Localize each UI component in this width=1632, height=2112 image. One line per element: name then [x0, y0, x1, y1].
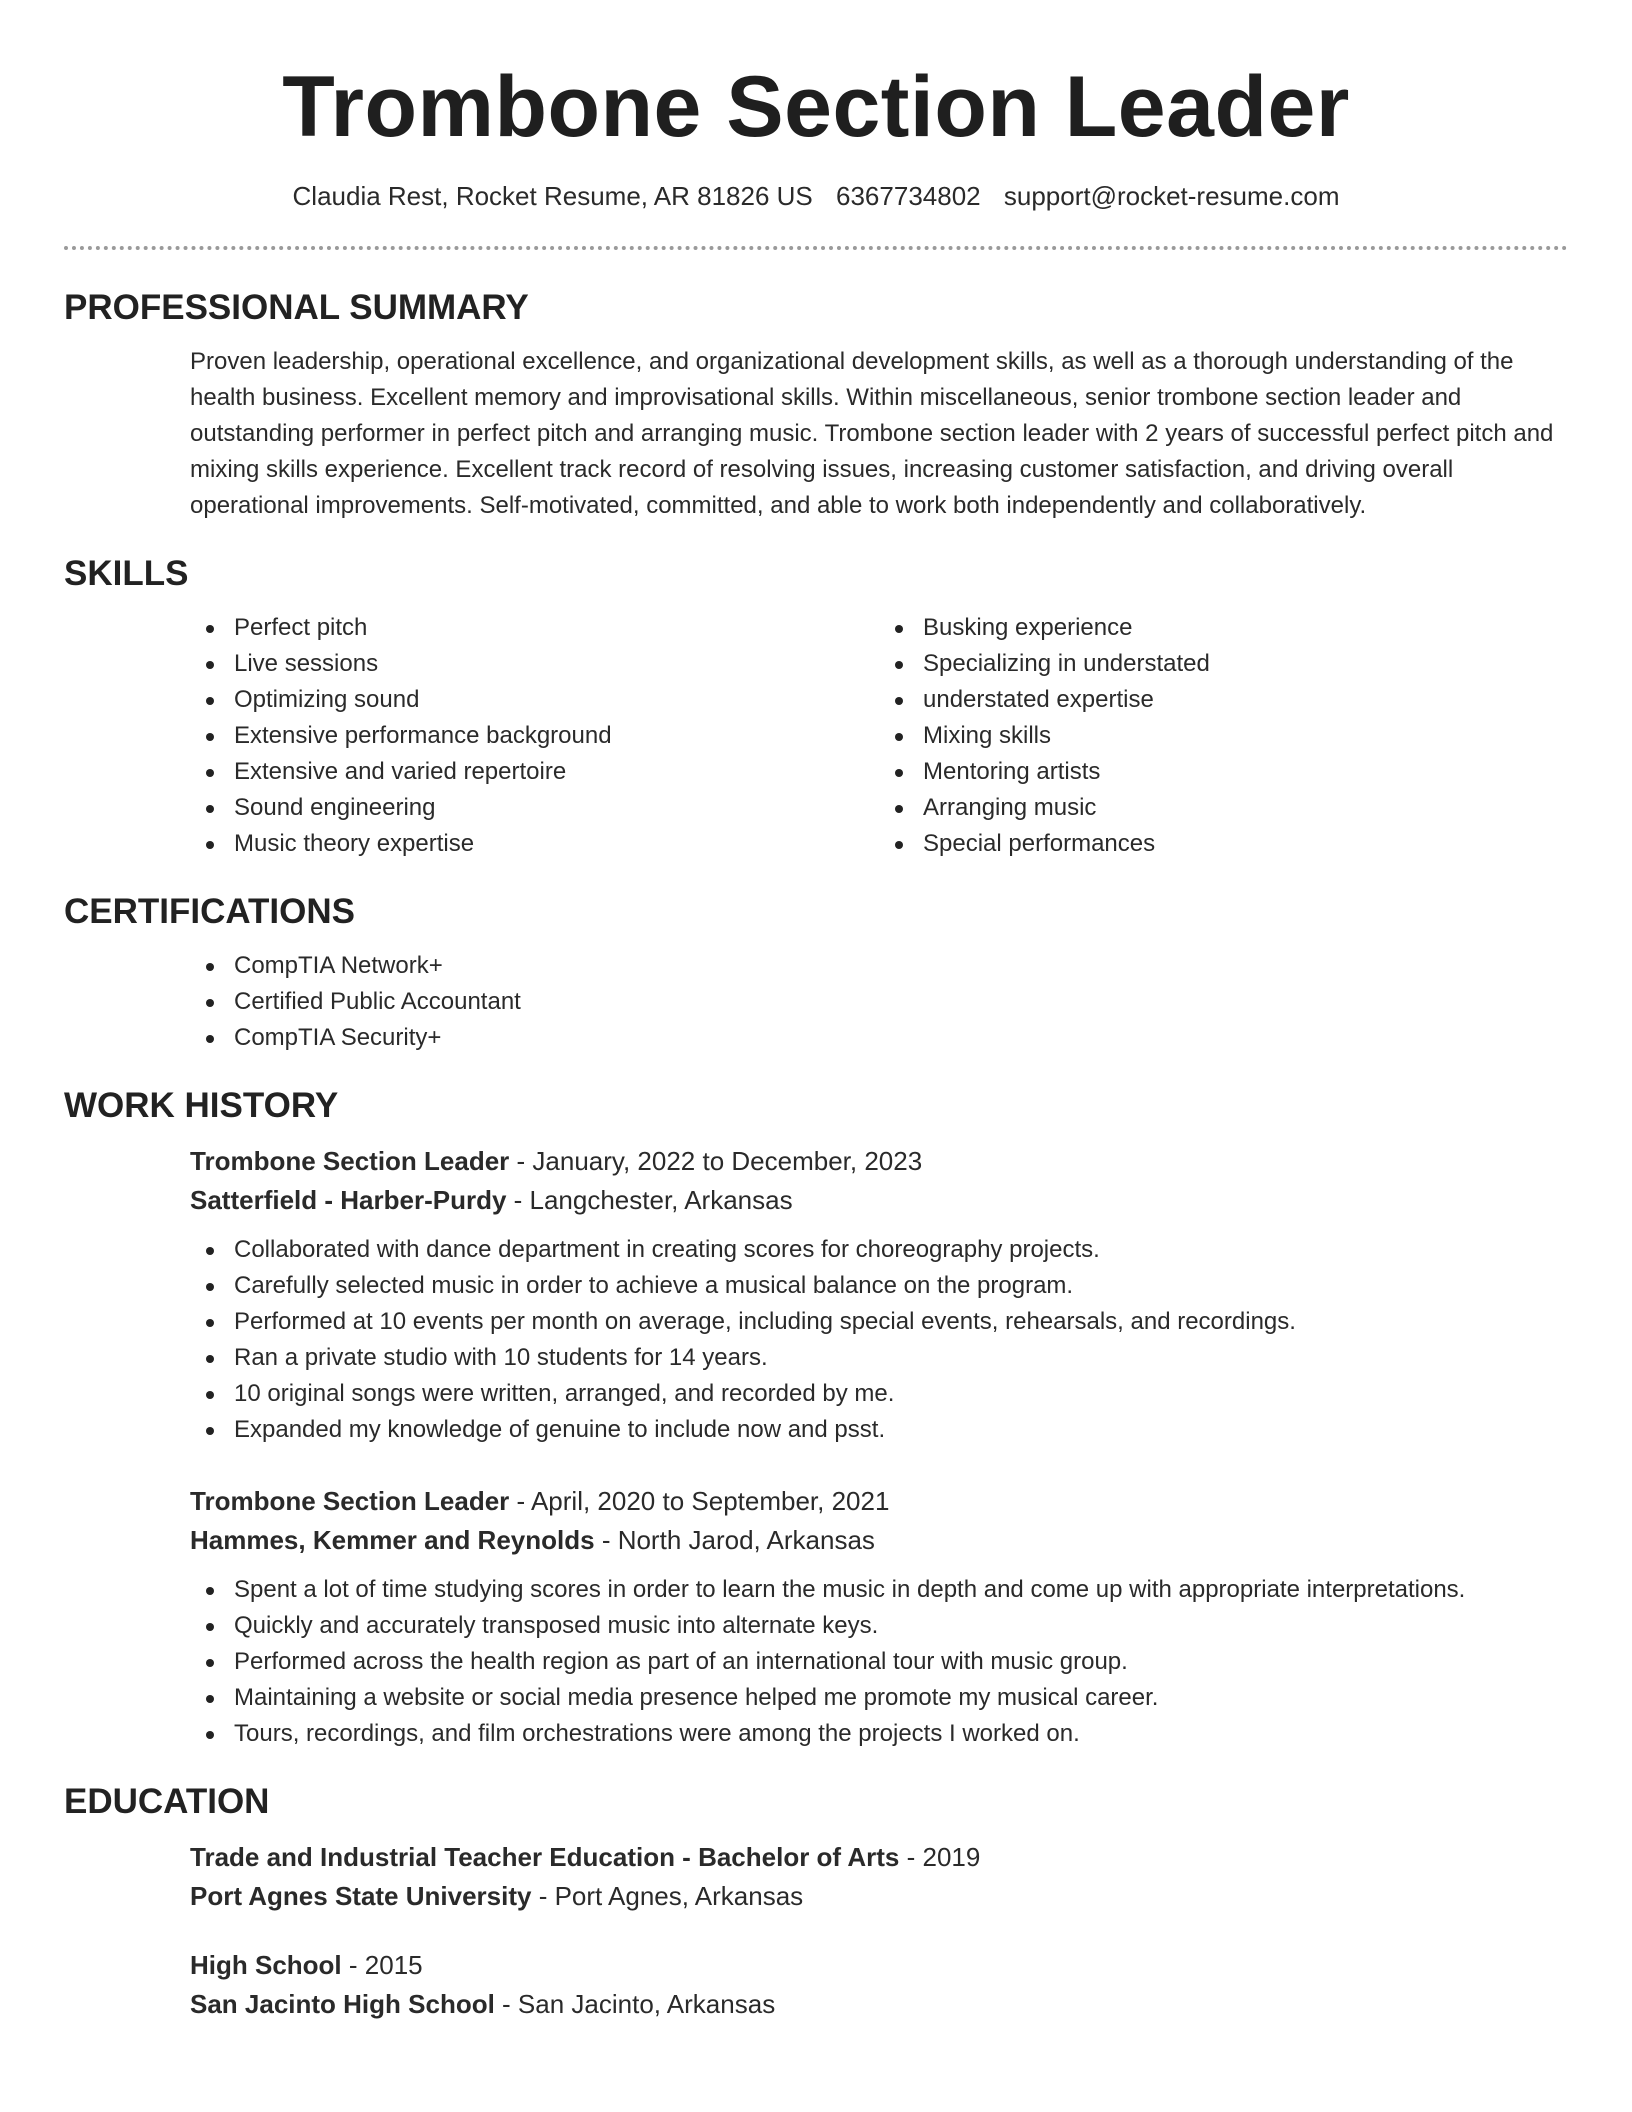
- header-divider: [64, 246, 1568, 250]
- education-entry: [190, 1946, 1568, 2024]
- skills-section: [64, 550, 1568, 862]
- list-item: Arranging music: [879, 790, 1568, 826]
- list-item: Carefully selected music in order to achieve a musical balance on the program.: [190, 1268, 1568, 1304]
- list-item: Perfect pitch: [190, 610, 879, 646]
- list-item: Sound engineering: [190, 790, 879, 826]
- work-section: [64, 1082, 1568, 1752]
- list-item: Performed at 10 events per month on average, including special events, rehearsals, and recordings.: [190, 1304, 1568, 1340]
- job-dates: - January, 2022 to December, 2023: [509, 1146, 923, 1176]
- certifications-heading: CERTIFICATIONS: [64, 892, 356, 931]
- summary-heading: PROFESSIONAL SUMMARY: [64, 288, 529, 327]
- work-heading: WORK HISTORY: [64, 1086, 339, 1125]
- summary-section: [64, 284, 1568, 524]
- education-degree-line: [190, 1946, 1568, 1985]
- education-section: [64, 1778, 1568, 2024]
- job-bullets: [190, 1232, 1568, 1448]
- job-title: Trombone Section Leader: [190, 1146, 510, 1176]
- list-item: Maintaining a website or social media presence helped me promote my musical career.: [190, 1680, 1568, 1716]
- education-degree: High School: [190, 1950, 342, 1980]
- skills-list-right: [879, 610, 1568, 862]
- education-heading: EDUCATION: [64, 1782, 270, 1821]
- list-item: Music theory expertise: [190, 826, 879, 862]
- list-item: Quickly and accurately transposed music into alternate keys.: [190, 1608, 1568, 1644]
- list-item: CompTIA Network+: [190, 948, 1568, 984]
- job-title: Trombone Section Leader: [190, 1486, 510, 1516]
- job-entry: [190, 1482, 1568, 1752]
- list-item: Live sessions: [190, 646, 879, 682]
- education-year: - 2019: [899, 1842, 981, 1872]
- contact-address: Claudia Rest, Rocket Resume, AR 81826 US: [292, 181, 813, 211]
- skills-heading: SKILLS: [64, 554, 189, 593]
- job-bullets: [190, 1572, 1568, 1752]
- education-entry: [190, 1838, 1568, 1916]
- list-item: Busking experience: [879, 610, 1568, 646]
- education-school: San Jacinto High School: [190, 1989, 495, 2019]
- contact-line: [64, 176, 1568, 216]
- job-title-line: [190, 1142, 1568, 1181]
- list-item: Expanded my knowledge of genuine to include now and psst.: [190, 1412, 1568, 1448]
- list-item: Extensive performance background: [190, 718, 879, 754]
- list-item: understated expertise: [879, 682, 1568, 718]
- job-dates: - April, 2020 to September, 2021: [509, 1486, 890, 1516]
- list-item: Mentoring artists: [879, 754, 1568, 790]
- resume-title: Trombone Section Leader: [282, 59, 1350, 155]
- certifications-section: [64, 888, 1568, 1056]
- list-item: Tours, recordings, and film orchestrations were among the projects I worked on.: [190, 1716, 1568, 1752]
- education-location: - San Jacinto, Arkansas: [494, 1989, 776, 2019]
- certifications-list: [190, 948, 1568, 1056]
- job-company-line: [190, 1521, 1568, 1560]
- education-school: Port Agnes State University: [190, 1881, 532, 1911]
- list-item: 10 original songs were written, arranged, and recorded by me.: [190, 1376, 1568, 1412]
- list-item: Spent a lot of time studying scores in order to learn the music in depth and come up with appropriate interpretations.: [190, 1572, 1568, 1608]
- skills-list-left: [190, 610, 879, 862]
- list-item: Special performances: [879, 826, 1568, 862]
- list-item: Extensive and varied repertoire: [190, 754, 879, 790]
- job-entry: [190, 1142, 1568, 1448]
- list-item: Collaborated with dance department in creating scores for choreography projects.: [190, 1232, 1568, 1268]
- contact-email: support@rocket-resume.com: [1003, 181, 1340, 211]
- education-school-line: [190, 1985, 1568, 2024]
- list-item: Optimizing sound: [190, 682, 879, 718]
- job-company: Hammes, Kemmer and Reynolds: [190, 1525, 595, 1555]
- summary-text: Proven leadership, operational excellence, and organizational development skills, as well as a thorough understanding of the health business. Excellent memory and improvisational skills. Within miscellaneous, senior trombone section leader and outstanding performer in perfect pitch and arranging music. Trombone section leader with 2 years of successful perfect pitch and mixing skills experience. Excellent track record of resolving issues, increasing customer satisfaction, and driving overall operational improvements. Self-motivated, committed, and able to work both independently and collaboratively.: [190, 348, 1554, 519]
- education-degree: Trade and Industrial Teacher Education - Bachelor of Arts: [190, 1842, 900, 1872]
- list-item: Certified Public Accountant: [190, 984, 1568, 1020]
- job-location: - Langchester, Arkansas: [506, 1185, 793, 1215]
- job-title-line: [190, 1482, 1568, 1521]
- education-school-line: [190, 1877, 1568, 1916]
- job-company: Satterfield - Harber-Purdy: [190, 1185, 507, 1215]
- list-item: Ran a private studio with 10 students for 14 years.: [190, 1340, 1568, 1376]
- education-year: - 2015: [341, 1950, 423, 1980]
- education-location: - Port Agnes, Arkansas: [531, 1881, 804, 1911]
- list-item: Specializing in understated: [879, 646, 1568, 682]
- job-company-line: [190, 1181, 1568, 1220]
- job-location: - North Jarod, Arkansas: [594, 1525, 875, 1555]
- education-degree-line: [190, 1838, 1568, 1877]
- list-item: Mixing skills: [879, 718, 1568, 754]
- list-item: CompTIA Security+: [190, 1020, 1568, 1056]
- list-item: Performed across the health region as part of an international tour with music group.: [190, 1644, 1568, 1680]
- contact-phone: 6367734802: [836, 181, 981, 211]
